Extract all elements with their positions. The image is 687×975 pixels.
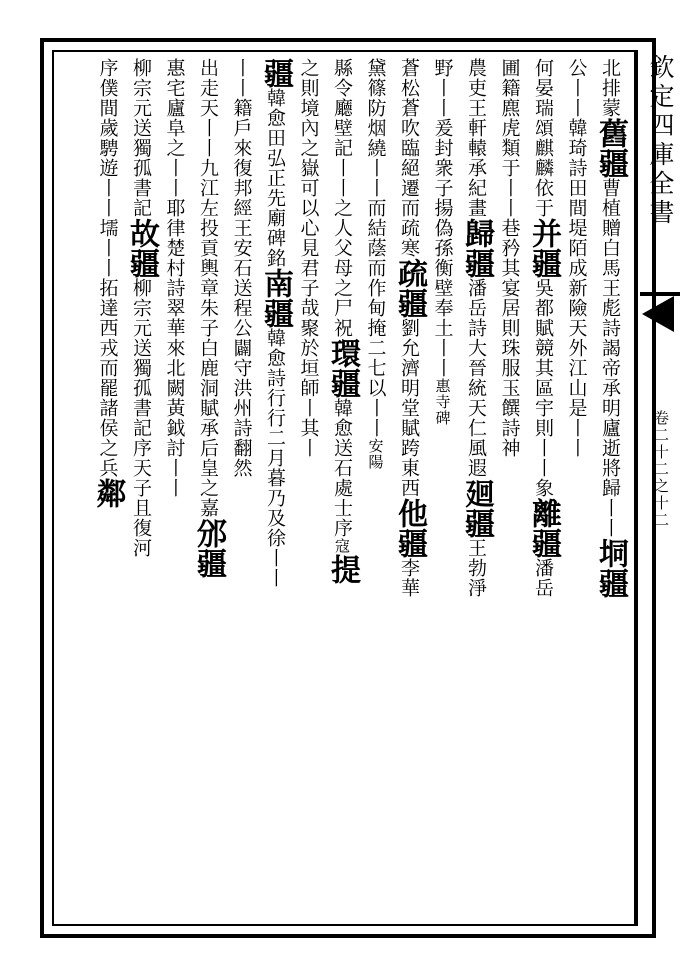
body-text: 丨丨 bbox=[599, 498, 621, 538]
text-column bbox=[425, 58, 461, 918]
body-text: 李華 bbox=[398, 558, 420, 598]
heading-term: 故疆 bbox=[124, 218, 159, 278]
book-title: 欽定四庫全書 bbox=[646, 54, 675, 228]
text-column bbox=[592, 58, 628, 918]
body-text: 劉允濟明堂賦跨東西 bbox=[398, 318, 420, 498]
annotation-text: 安陽 bbox=[366, 438, 385, 470]
heading-term: 疆 bbox=[258, 58, 293, 88]
body-text: 出走天丨丨九江左投貢輿章朱子白鹿洞賦承后皇之嘉 bbox=[197, 58, 219, 518]
body-text: 黛篠防烟繞丨丨而結蔭 bbox=[364, 58, 387, 258]
body-text: 韓愈田弘正先廟碑銘 bbox=[264, 88, 286, 268]
body-text: 圃籍麃虎類于丨丨 bbox=[498, 58, 521, 218]
body-text: 王安石送程公闢守洪州詩翻然 bbox=[230, 218, 253, 478]
heading-term: 廻疆 bbox=[459, 478, 494, 538]
body-text: 韓愈詩行行二月暮乃及徐丨丨 bbox=[264, 328, 286, 588]
body-text: 之則境內之嶽可以心見君子哉 bbox=[297, 58, 320, 318]
body-text: 公丨丨 bbox=[565, 58, 588, 118]
body-text: 潘岳詩大晉統天仁風遐 bbox=[465, 278, 487, 478]
text-column bbox=[190, 58, 226, 918]
body-text: 農吏王軒轅承紀畫 bbox=[465, 58, 487, 218]
body-text: 序僕間歲騁遊丨丨 bbox=[96, 58, 119, 218]
fishtail-mark bbox=[642, 296, 674, 332]
heading-term: 提 bbox=[325, 554, 360, 584]
body-text: 北排蒙 bbox=[599, 58, 621, 118]
body-text: 柳宗元送獨孤書記 bbox=[130, 58, 152, 218]
heading-term: 舊疆 bbox=[593, 118, 628, 178]
margin-rule bbox=[634, 50, 638, 926]
text-column bbox=[257, 58, 293, 918]
text-column bbox=[559, 58, 595, 918]
heading-term: 鄰 bbox=[90, 478, 126, 508]
text-column bbox=[458, 58, 494, 918]
text-column bbox=[525, 58, 561, 918]
body-text: 柳宗元送獨孤書記序天子且復河 bbox=[130, 278, 152, 558]
heading-term: 疏疆 bbox=[392, 258, 427, 318]
body-text: 壖丨丨拓達西戎而罷諸侯之兵 bbox=[96, 218, 119, 478]
text-column bbox=[391, 58, 427, 918]
body-text: 韓琦詩田間堤陌成新險天外江山是丨丨 bbox=[565, 118, 588, 458]
text-column bbox=[157, 58, 193, 918]
heading-term: 他疆 bbox=[392, 498, 427, 558]
body-text: 曹植贈白馬王彪詩謁帝承明廬逝將歸 bbox=[599, 178, 621, 498]
body-text: 丨丨籍戶來復邦經 bbox=[230, 58, 253, 218]
text-column bbox=[224, 58, 260, 918]
body-text: 縣令廳壁記丨丨之人父母之尸祝 bbox=[331, 58, 353, 338]
body-text: 而作甸掩二七以丨丨 bbox=[364, 258, 387, 438]
text-column bbox=[123, 58, 159, 918]
body-text: 蒼松蒼吹臨絕遷而疏寒 bbox=[398, 58, 420, 258]
heading-term: 歸疆 bbox=[459, 218, 494, 278]
body-text: 巷矜其宴居則珠服玉饌 bbox=[498, 218, 521, 418]
body-text: 象 bbox=[532, 478, 554, 498]
body-text: 韓愈送石處士序 bbox=[331, 398, 353, 538]
body-text: 何晏瑞頌麒麟依于 bbox=[532, 58, 554, 218]
heading-term: 邠疆 bbox=[191, 518, 226, 578]
annotation-text: 寇 bbox=[333, 538, 351, 554]
volume-label: 卷二十二之十二 bbox=[652, 410, 670, 529]
annotation-text: 惠寺碑 bbox=[433, 378, 452, 426]
heading-term: 環疆 bbox=[325, 338, 360, 398]
text-column bbox=[324, 58, 360, 918]
text-column bbox=[358, 58, 394, 918]
body-text: 聚於垣師丨其丨 bbox=[297, 318, 320, 458]
body-text: 王勃淨 bbox=[465, 538, 487, 598]
body-text: 惠宅廬阜之丨丨耶律楚村詩翠華來北闕黃鉞討丨丨 bbox=[163, 58, 186, 498]
heading-term: 南疆 bbox=[258, 268, 293, 328]
text-column bbox=[291, 58, 327, 918]
body-text: 潘岳 bbox=[532, 558, 554, 598]
heading-term: 離疆 bbox=[526, 498, 561, 558]
body-text: 野丨丨爰封衆子 bbox=[431, 58, 454, 198]
body-text: 吳都賦競其區宇則丨丨 bbox=[532, 278, 554, 478]
text-column bbox=[90, 58, 126, 918]
body-text: 揚偽孫衡壁奉土丨丨 bbox=[431, 198, 454, 378]
text-column bbox=[492, 58, 528, 918]
heading-term: 垌疆 bbox=[593, 538, 628, 598]
body-text: 詩神 bbox=[498, 418, 521, 458]
heading-term: 并疆 bbox=[526, 218, 561, 278]
